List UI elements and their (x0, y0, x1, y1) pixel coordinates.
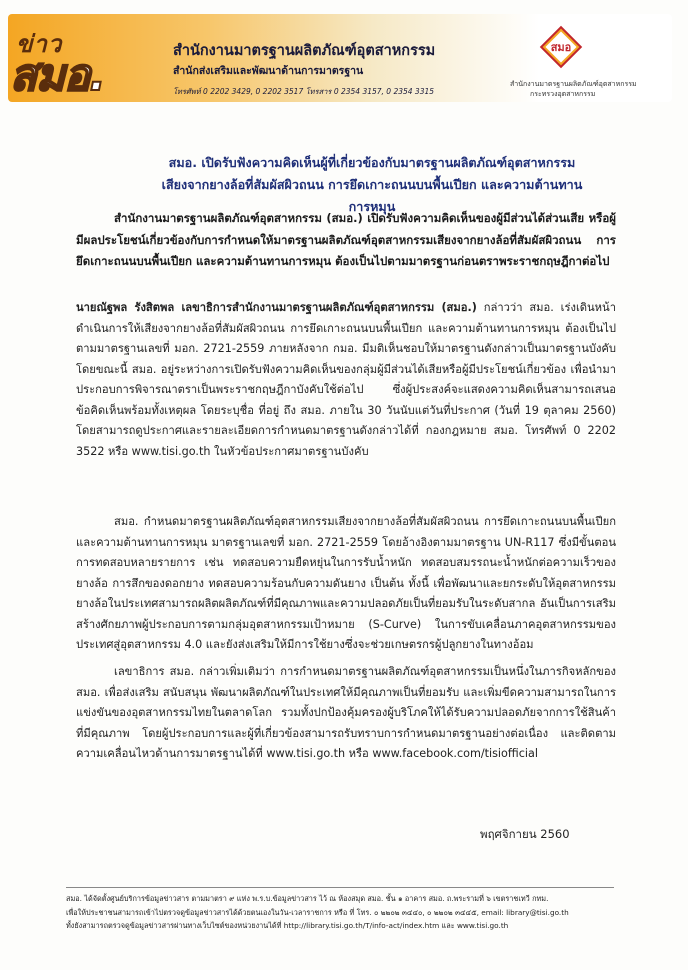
logo-main-text: สมอ. (10, 50, 105, 101)
logo-top-text: ข่าว (16, 30, 63, 58)
release-date: พฤศจิกายน 2560 (480, 827, 570, 841)
tisi-emblem-icon (538, 24, 584, 70)
news-logo (10, 22, 158, 102)
contact-numbers: โทรศัพท์ 0 2202 3429, 0 2202 3517 โทรสาร 0 2354 3157, 0 2354 3315 (173, 87, 435, 96)
lead-text: สำนักงานมาตรฐานผลิตภัณฑ์อุตสาหกรรม (สมอ.) เปิดรับฟังความคิดเห็นของผู้มีส่วนได้ส่วนเสีย หรือผู้มีผลประโยชน์เกี่ยวข้องกับการกำหนดให้มาตรฐานผลิตภัณฑ์อุตสาหกรรมเสียงจากยางล้อที่สัมผัสผิวถนน การยึดเกาะถนนบนพื้นเปียก และความต้านทานการหมุน ต้องเป็นไปตามมาตรฐานก่อนตราพระราชกฤษฎีกาต่อไป (76, 211, 616, 268)
paragraph-2 (76, 512, 616, 656)
paragraph-2-text: สมอ. กำหนดมาตรฐานผลิตภัณฑ์อุตสาหกรรมเสียงจากยางล้อที่สัมผัสผิวถนน การยึดเกาะถนนบนพื้นเปียก และความต้านทานการหมุน มาตรฐานเลขที่ มอก. 2721-2559 โดยอ้างอิงตามมาตรฐาน UN-R117 ซึ่งมีขั้นตอนการทดสอบหลายรายการ เช่น ทดสอบความยืดหยุ่นในการรับน้ำหนัก ทดสอบสมรรถนะน้ำหนักต่อความเร็วของยางล้อ การสึกของดอกยาง ทดสอบความร้อนกับความดันยาง เป็นต้น ทั้งนี้ เพื่อพัฒนาและยกระดับให้อุตสาหกรรมยางล้อในประเทศสามารถผลิตผลิตภัณฑ์ที่มีคุณภาพและความปลอดภัยเป็นที่ยอมรับในระดับสากล อันเป็นการเสริมสร้างศักยภาพผู้ประกอบการตามกลุ่มอุตสาหกรรมเป้าหมาย (S-Curve) ในการขับเคลื่อนภาคอุตสาหกรรมของประเทศสู่อุตสาหกรรม 4.0 และยังส่งเสริมให้มีการใช้ยางซึ่งจะช่วยเกษตรกรผู้ปลูกยางในทางอ้อม (76, 515, 616, 651)
footer-line-1: สมอ. ได้จัดตั้งศูนย์บริการข้อมูลข่าวสาร ตามมาตรา ๙ แห่ง พ.ร.บ.ข้อมูลข่าวสาร ไว้ ณ ห้องสมุด สมอ. ชั้น ๑ อาคาร สมอ. ถ.พระรามที่ ๖ เขตราชเทวี กทม. (66, 894, 549, 903)
org-name: สำนักงานมาตรฐานผลิตภัณฑ์อุตสาหกรรม (173, 43, 436, 59)
paragraph-1 (76, 298, 616, 462)
emblem-org-name: สำนักงานมาตรฐานผลิตภัณฑ์อุตสาหกรรม (510, 80, 637, 88)
headline-line-2: เสียงจากยางล้อที่สัมผัสผิวถนน การยึดเกาะถนนบนพื้นเปียก และความต้านทานการหมุน (161, 177, 583, 214)
footer-divider (66, 887, 614, 888)
paragraph-3-text: เลขาธิการ สมอ. กล่าวเพิ่มเติมว่า การกำหนดมาตรฐานผลิตภัณฑ์อุตสาหกรรมเป็นหนึ่งในภารกิจหลักของ สมอ. เพื่อส่งเสริม สนับสนุน พัฒนาผลิตภัณฑ์ในประเทศให้มีคุณภาพเป็นที่ยอมรับ และเพิ่มขีดความสามารถในการแข่งขันของอุตสาหกรรมไทยในตลาดโลก รวมทั้งปกป้องคุ้มครองผู้บริโภคให้ได้รับความปลอดภัยจากการใช้สินค้าที่มีคุณภาพ โดยผู้ประกอบการและผู้ที่เกี่ยวข้องสามารถรับทราบการกำหนดมาตรฐานอย่างต่อเนื่อง และติดตามความเคลื่อนไหวด้านการมาตรฐานได้ที่ www.tisi.go.th หรือ www.facebook.com/tisiofficial (76, 665, 616, 760)
spokesperson-name: นายณัฐพล รังสิตพล เลขาธิการสำนักงานมาตรฐานผลิตภัณฑ์อุตสาหกรรม (สมอ.) (76, 301, 477, 314)
paragraph-3 (76, 662, 616, 765)
emblem-ministry: กระทรวงอุตสาหกรรม (530, 90, 596, 98)
paragraph-1-text: กล่าวว่า สมอ. เร่งเดินหน้าดำเนินการให้เสียงจากยางล้อที่สัมผัสผิวถนน การยึดเกาะถนนบนพื้นเปียก และความต้านทานการหมุน ต้องเป็นไปตามมาตรฐานเลขที่ มอก. 2721-2559 ภายหลังจาก กมอ. มีมติเห็นชอบให้มาตรฐานดังกล่าวเป็นมาตรฐานบังคับ โดยขณะนี้ สมอ. อยู่ระหว่างการเปิดรับฟังความคิดเห็นของกลุ่มผู้มีส่วนได้เสียหรือผู้มีประโยชน์เกี่ยวข้อง เพื่อนำมาประกอบการพิจารณาตราเป็นพระราชกฤษฎีกาบังคับใช้ต่อไป ซึ่งผู้ประสงค์จะแสดงความคิดเห็นสามารถเสนอข้อคิดเห็นพร้อมทั้งเหตุผล โดยระบุชื่อ ที่อยู่ ถึง สมอ. ภายใน 30 วันนับแต่วันที่ประกาศ (วันที่ 19 ตุลาคม 2560) โดยสามารถดูประกาศและรายละเอียดการกำหนดมาตรฐานดังกล่าวได้ที่ กองกฎหมาย สมอ. โทรศัพท์ 0 2202 3522 หรือ www.tisi.go.th ในหัวข้อประกาศมาตรฐานบังคับ (76, 301, 616, 458)
emblem-text: สมอ (550, 41, 572, 54)
headline-line-1: สมอ. เปิดรับฟังความคิดเห็นผู้ที่เกี่ยวข้องกับมาตรฐานผลิตภัณฑ์อุตสาหกรรม (168, 155, 576, 170)
division-name: สำนักส่งเสริมและพัฒนาด้านการมาตรฐาน (173, 65, 364, 77)
footer-notice (66, 892, 626, 933)
lead-paragraph (76, 208, 616, 273)
footer-line-2: เพื่อให้ประชาชนสามารถเข้าไปตรวจดูข้อมูลข่าวสารได้ด้วยตนเองในวัน-เวลาราชการ หรือ ที่ โทร. ๐ ๒๒๐๒ ๓๔๔๐, ๐ ๒๒๐๒ ๓๔๔๕, email: library@tisi.go.th (66, 907, 569, 917)
footer-line-3: ทั้งยังสามารถตรวจดูข้อมูลข่าวสารผ่านทางเว็บไซต์ของหน่วยงานได้ที่ http://library.tisi.go.th/T/info-act/index.htm และ www.tisi.go.th (66, 921, 509, 930)
